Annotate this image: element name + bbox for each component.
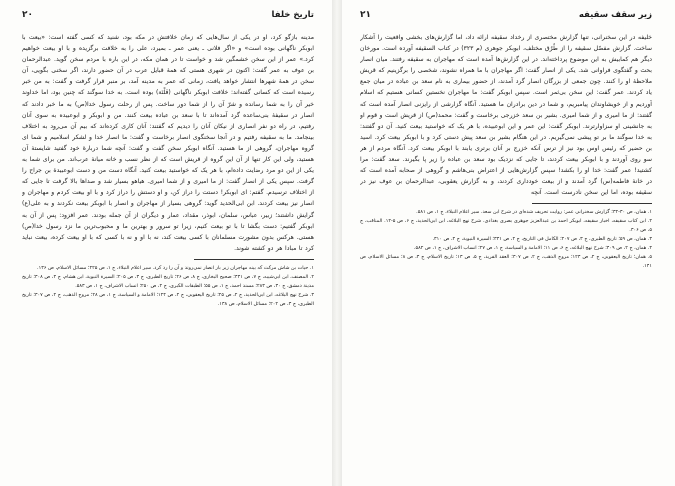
right-page [360,10,652,480]
left-running-title: تاریخ خلفا [271,10,314,20]
footnote: ۳. شرح نهج البلاغه، ابن ابی‌الحدید، ج ۲، ص ۲۵؛ تاریخ الیعقوبی، ج ۲، ص ۱۲۴؛ الامامة و السیاسة، ج ۱، ص ۲۸؛ مروج الذهب، ج ۲، ص ۳۰۷؛ تاریخ الطبری، ج ۳، ص ۲۰۲؛ مسائل الاسلام، ص ۱۳۸. [22,291,314,307]
footnote: ۳. همان، ص ۵۹؛ تاریخ الطبری، ج ۳، ص ۲۰۷؛ الکامل فی التاریخ، ج ۲، ص ۳۳۱؛ السیرة النبویة، ج ۴، ص ۳۱۰. [432,236,652,243]
left-page [22,10,314,480]
left-footnote-rule [194,259,314,260]
footnote: ۵. همان؛ تاریخ الیعقوبی، ج ۲، ص ۱۲۳؛ مروج الذهب، ج ۲، ص ۳۰۷؛ العقد الفرید، ج ۵، ص ۱۳؛ تاریخ الاسلام، ج ۳، ص ۸؛ مسائل الاسلام، ص ۱۴۱. [360,254,652,270]
footnote: ۴. همان، ج ۲، ص ۴۰۹؛ شرح نهج البلاغه، ج ۶، ص ۱۱؛ الامامة و السیاسة، ج ۱، ص ۲۷؛ انساب الاشراف، ج ۱، ص ۵۸۲. [413,245,652,252]
right-page-header [360,10,652,20]
footnote: ۱. حیات بن شاش مرکث که بینه مهاجران زیر بار انصار نمی‌روند و آن را رد کرد. سیر اعلام النبلاء، ج ۱، ص ۲۲۵؛ مسائل الاسلام، ص ۱۳۶. [37,264,314,271]
right-page-number: ۲۱ [360,10,371,20]
footnote: ۲. المصنف، ابن ابی‌شیبه، ج ۷، ص ۴۳۱؛ صحیح البخاری، ج ۸، ص ۲۶؛ تاریخ الطبری، ج ۳، ص ۲۰۵؛ السیرة النبویة، ابن هشام، ج ۴، ص ۳۰۸؛ تاریخ مدینة دمشق، ج ۳۰، ص ۲۸۳؛ مسند احمد، ج ۱، ص ۵۵؛ الطبقات الکبری، ج ۲، ص ۲۵۰؛ انساب الاشراف، ج ۱، ص ۵۸۳. [22,273,314,289]
footnote: ۲. ابن کتاب سقیفه، اخبار سقیفه، ابوبکر احمد بن عبدالعزیز جوهری بصری بغدادی. شرح نهج البلاغه، ابن ابی‌الحدید، ج ۶، ص ۵-۱۲. المناقب، ج ۵، ص ۳۰۶. [360,218,652,234]
right-body-text: خلیفه در این سخنرانی، تنها گزارش مختصری از رخداد سقیفه ارائه داد، اما گزارش‌های بخشی واقعیت را آشکار ساخت. گزارش مفصّل سقیفه را از طُرُق مختلف، ابوبکر جوهری (م ۳۲۳) در کتاب السقیفه آورده است. مورخان دیگر هم کمابیش به این موضوع پرداخته‌اند. در این گزارش‌ها آمده است که مهاجران به سقیفه رفتند. میان انصار بحث و گفتگوی فراوانی شد. یکی از انصار گفت: اگر مهاجران با ما همراه نشوند، شخصی را برگزینیم که قریش ملاحظهٔ او را کنند. چون جمعی از بزرگان انصار گرد آمدند، از حضور بیماری به نام سعد بن عباده در میان جمع یاد کردند. عمر گفت: این سخن بی‌ثمر است. سپس ابوبکر گفت: ما مهاجران نخستین کسانی هستیم که اسلام آوردیم و از خویشاوندان پیامبریم، و شما در دین برادران ما هستید. آنگاه گزارشی از رایزنی انصار آمده است که گفتند: از ما امیری و از شما امیری. بشیر بن سعد خزرجی برخاست و گفت: محمد(ص) از قریش است و قوم او به جانشینی او سزاوارترند. ابوبکر گفت: این عمر و این ابوعبیده، با هر یک که خواستید بیعت کنید. آن دو گفتند: به خدا سوگند ما بر تو پیشی نمی‌گیریم. در این هنگام بشیر بن سعد پیش دستی کرد و با ابوبکر بیعت کرد. اسید بن حضیر که رئیس اوس بود نیز از ترس آنکه خزرج بر آنان برتری یابند با ابوبکر بیعت کرد. آنگاه مردم از هر سو روی آوردند و با ابوبکر بیعت کردند، تا جایی که نزدیک بود سعد بن عباده را زیر پا بگیرند. سعد گفت: مرا کشتید! عمر گفت: خدا او را بکشد! سپس گزارش‌هایی از اعتراض بنی‌هاشم و گروهی از صحابه آمده است که در خانهٔ فاطمه(س) گرد آمدند و از بیعت خودداری کردند، و به گزارش یعقوبی، عبدالرحمان بن عوف نیز در سقیفه بوده، اما این سخن نادرست است. آنچه [360,34,652,197]
right-footnotes [360,208,652,271]
left-page-header [22,10,314,20]
right-running-title: زیر سقف سقیفه [578,10,652,20]
left-page-number: ۲۰ [22,10,33,20]
left-footnotes [22,264,314,309]
right-footnote-rule [532,203,652,204]
book-gutter [332,0,342,486]
left-body-text: مدینه بازگو کرد، او در یکی از سال‌هایی که زمان خلافتش در مکه بود، شنید که کسی گفته است: «بیعت با ابوبکر ناگهانی بوده است» و «اگر فلانی ـ یعنی عمر ـ بمیرد، علی را به خلافت برگزیده و با او بیعت خواهیم کرد.» عمر از این سخن خشمگین شد و خواست تا در همان مکه، در این باره با مردم سخن گوید. عبدالرحمان بن عوف به عمر گفت: اکنون در شهری هستی که همهٔ قبایل عرب در آن حضور دارند، اگر سخنی بگویی، آن سخن در همهٔ شهرها انتشار خواهد یافت، زمانی که عمر به مدینه آمد، بر منبر قرار گرفت و گفت: به من خبر رسیده است که کسانی گفته‌اند: خلافت ابوبکر ناگهانی (فَلْتَة) بوده است. به خدا سوگند که چنین بود، اما خداوند خیر آن را به شما رسانده و شرّ آن را از شما دور ساخت. پس از رحلت رسول خدا(ص) به ما خبر دادند که انصار در سقیفهٔ بنی‌ساعده گرد آمده‌اند تا با سعد بن عباده بیعت کنند. من و ابوبکر و ابوعبیده به سوی آنان رفتیم، در راه دو نفر انصاری از نیکان آنان را دیدیم که گفتند: آنان کاری کرده‌اند که بیم آن می‌رود به اختلاف بینجامد. ما به سقیفه رفتیم و در آنجا سخنگوی انصار برخاست و گفت: ما انصار خدا و لشکر اسلامیم و شما ای گروه مهاجران، گروهی از ما هستید. آنگاه ابوبکر سخن گفت و گفت: آنچه شما دربارهٔ خود گفتید شایستهٔ آن هستید، ولی این کار تنها از آن این گروه از قریش است که از نظر نسب و خانه میانهٔ عرب‌اند. من برای شما به یکی از این دو مرد رضایت داده‌ام، با هر یک که خواستید بیعت کنید. آنگاه دست من و دست ابوعبیدة بن جراح را گرفت. سپس یکی از انصار گفت: از ما امیری و از شما امیری. هیاهو بسیار شد و صداها بالا گرفت تا جایی که از اختلاف ترسیدم. گفتم: ای ابوبکر! دستت را دراز کن، و او دستش را دراز کرد و با او بیعت کردم و مهاجران و انصار نیز بیعت کردند. ابن ابی‌الحدید گوید: گروهی بسیار از مهاجران و انصار با ابوبکر بیعت نکردند و به علی(ع) گرایش داشتند؛ زبیر، عباس، سلمان، ابوذر، مقداد، عمار و دیگران از آن جمله بودند. عمر افزود: پس از آن به ابوبکر گفتیم: دست بگشا تا با تو بیعت کنیم، زیرا تو سرور و بهترین ما و محبوب‌ترین ما نزد رسول خدا(ص) هستی. هرکس بدون مشورت مسلمانان با کسی بیعت کند، نه با او و نه با کسی که با او بیعت کرده، بیعت نباید کرد تا مبادا هر دو کشته شوند. [22,34,314,252]
footnote: ۱. همان، ص ۳۰-۳۲؛ گزارش سخنرانی عمر: روایت تحریف شده‌ای در شرح ابن سعد. سیر اعلام النبلاء، ج ۱، ص ۵۸۱. [416,209,652,216]
